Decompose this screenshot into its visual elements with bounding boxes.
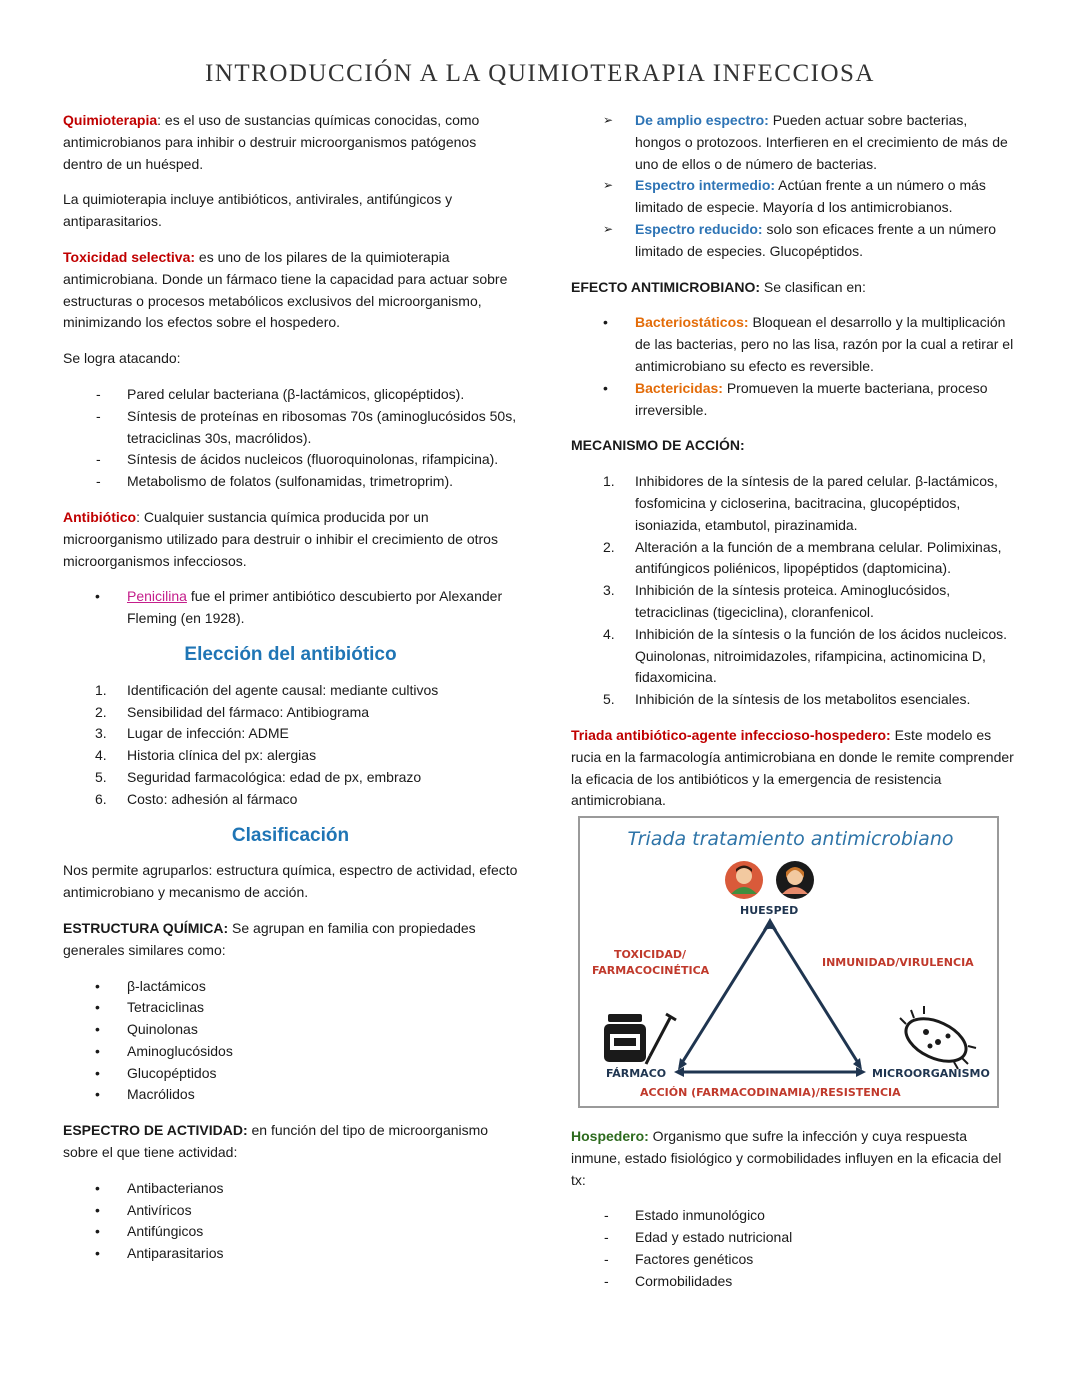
hospedero-term: Hospedero: [571,1128,649,1144]
factores-list [571,1205,1016,1292]
list-item: • Antiparasitarios [95,1245,224,1262]
list-item: - Cormobilidades [604,1272,733,1289]
diagram-title: Triada tratamiento antimicrobiano [627,828,954,850]
triada-term: Triada antibiótico-agente infeccioso-hospedero: [571,726,891,743]
list-item: 3. Lugar de infección: ADME [95,725,289,742]
hospedero-text: Organismo que sufre la infección y cuya respuesta inmune, estado fisiológico y cormobilidades influyen en la eficacia del tx: [571,1128,1002,1188]
list-item: - Metabolismo de folatos (sulfonamidas, trimetroprim). [96,473,454,490]
list-item: 4. Historia clínica del px: alergias [95,747,317,764]
list-item: • Penicilina fue el primer antibiótico descubierto por Alexander Fleming (en 1928). [95,588,503,627]
list-item: 5. Inhibición de la síntesis de los metabolitos esenciales. [603,691,971,708]
penicilina-link[interactable]: Penicilina [127,588,187,605]
list-item: • Bactericidas: Promueven la muerte bacteriana, proceso irreversible. [603,379,988,418]
toxicidad-term: Toxicidad selectiva: [63,248,196,265]
left-column [63,110,518,1279]
inmunidad-label: INMUNIDAD/VIRULENCIA [822,956,974,969]
antibiotico-text: : Cualquier sustancia química producida por un microorganismo utilizado para destruir o inhibir el crecimiento de otros microorganismos infecciosos. [63,508,498,569]
toxicidad-label: TOXICIDAD/ [614,948,686,961]
microbe-icon [899,1006,976,1070]
list-item: • Bacteriostáticos: Bloquean el desarrollo y la multiplicación de las bacterias, pero no las lisa, razón por la cual a retirar el antimicrobiano su efecto es reversible. [603,314,1014,374]
list-item: 1. Inhibidores de la síntesis de la pared celular. β-lactámicos, fosfomicina y cicloserina, bacitracina, glucopéptidos, isoniazida, etambutol, pirazinamida. [603,473,998,533]
penicilina-list [63,586,518,630]
efecto-text: Se clasifican en: [760,278,866,295]
list-item: - Edad y estado nutricional [604,1229,793,1246]
list-item: - Síntesis de proteínas en ribosomas 70s (aminoglucósidos 50s, tetraciclinas 30s, macrólidos). [96,407,517,446]
list-item: • Quinolonas [95,1021,198,1038]
list-item: 6. Costo: adhesión al fármaco [95,790,298,807]
huesped-label: HUESPED [740,904,799,917]
accion-label: ACCIÓN (FARMACODINAMIA)/RESISTENCIA [640,1086,901,1099]
mecanismos-list [571,471,1016,711]
list-item: • Tetraciclinas [95,999,205,1016]
list-item: • Aminoglucósidos [95,1042,233,1059]
syringe-icon [646,1014,676,1064]
list-item: 2. Alteración a la función de a membrana celular. Polimixinas, antifúngicos poliénicos, lipopéptidos (daptomicina). [603,538,1002,577]
list-item: 4. Inhibición de la síntesis o la función de los ácidos nucleicos. Quinolonas, nitroimidazoles, rifampicina, actinomicina D, fidaxomicina. [603,625,1007,686]
list-item: 5. Seguridad farmacológica: edad de px, embrazo [95,768,422,785]
logra-paragraph: Se logra atacando: [63,350,181,367]
list-item: 3. Inhibición de la síntesis proteica. Aminoglucósidos, tetraciclinas (tigeciclina), cloranfenicol. [603,582,951,620]
quimioterapia-definition [63,110,518,175]
list-item: ➢ Espectro reducido: solo son eficaces frente a un número limitado de especies. Glucopéptidos. [603,220,997,259]
includes-paragraph: La quimioterapia incluye antibióticos, antivirales, antifúngicos y antiparasitarios. [63,191,453,230]
antibiotico-definition [63,507,518,572]
list-item: - Factores genéticos [604,1250,754,1267]
quimioterapia-term: Quimioterapia [63,112,158,128]
list-item: • β-lactámicos [95,977,206,994]
espectro-text: en función del tipo de microorganismo sobre el que tiene actividad: [63,1122,489,1161]
farmacocinetica-label: FARMACOCINÉTICA [592,964,710,977]
page-title: INTRODUCCIÓN A LA QUIMIOTERAPIA INFECCIOSA [205,60,875,87]
efectos-list [571,312,1016,421]
triada-diagram [578,816,999,1108]
triada-text: Este modelo es rucia en la farmacología antimicrobiana en donde le remite comprender la eficacia de los antibióticos y la emergencia de resistencia antimicrobiana. [571,726,1014,809]
tipos-list [63,1178,518,1265]
microorganismo-label: MICROORGANISMO [872,1067,990,1080]
list-item: 2. Sensibilidad del fármaco: Antibiograma [95,703,370,720]
list-item: • Antivíricos [95,1201,192,1218]
list-item: 1. Identificación del agente causal: mediante cultivos [95,681,439,698]
hospedero-paragraph [571,1126,1016,1191]
targets-list [63,384,518,493]
clasificacion-heading: Clasificación [231,824,350,846]
list-item: ➢ Espectro intermedio: Actúan frente a un número o más limitado de especie. Mayoría d los antimicrobianos. [603,177,986,216]
clasificacion-text: Nos permite agruparlos: estructura química, espectro de actividad, efecto antimicrobiano y mecanismo de acción. [63,862,518,901]
estructura-term: ESTRUCTURA QUÍMICA: [63,919,229,936]
estructura-text: Se agrupan en familia con propiedades generales similares como: [63,919,476,958]
espectro-paragraph [63,1120,518,1164]
list-item: - Síntesis de ácidos nucleicos (fluoroquinolonas, rifampicina). [96,451,499,468]
estructura-paragraph [63,918,518,962]
list-item: • Glucopéptidos [95,1064,217,1081]
right-column [571,110,1016,826]
eleccion-heading: Elección del antibiótico [184,643,397,665]
list-item: - Pared celular bacteriana (β-lactámicos, glicopéptidos). [96,385,465,402]
espectro-term: ESPECTRO DE ACTIVIDAD: [63,1122,248,1139]
triada-paragraph [571,725,1016,812]
antibiotico-term: Antibiótico [63,508,137,525]
list-item: • Antifúngicos [95,1223,204,1240]
pill-bottle-icon [604,1014,646,1062]
familias-list [63,976,518,1107]
huesped-avatars-icon [725,861,814,899]
spectra-list [571,110,1016,263]
toxicidad-definition [63,247,518,334]
list-item: ➢ De amplio espectro: Pueden actuar sobre bacterias, hongos o protozoos. Interfieren en el crecimiento de más de uno de ellos o de número de bacterias. [603,112,1008,172]
quimioterapia-text: : es el uso de sustancias químicas conocidas, como antimicrobianos para inhibir o destruir microorganismos patógenos dentro de un huésped. [63,112,480,172]
efecto-paragraph [571,277,1016,299]
farmaco-label: FÁRMACO [606,1067,667,1080]
mecanismo-heading: MECANISMO DE ACCIÓN: [571,437,745,454]
eleccion-list [63,680,518,811]
toxicidad-text: es uno de los pilares de la quimioterapia antimicrobiana. Donde un fármaco tiene la capacidad para actuar sobre estructuras o procesos metabólicos exclusivos del microorganismo, minimizando los efectos sobre el hospedero. [63,248,508,331]
list-item: - Estado inmunológico [604,1207,765,1224]
hospedero-section [571,1126,1016,1307]
efecto-term: EFECTO ANTIMICROBIANO: [571,278,760,295]
list-item: • Macrólidos [95,1086,195,1103]
list-item: • Antibacterianos [95,1179,224,1196]
